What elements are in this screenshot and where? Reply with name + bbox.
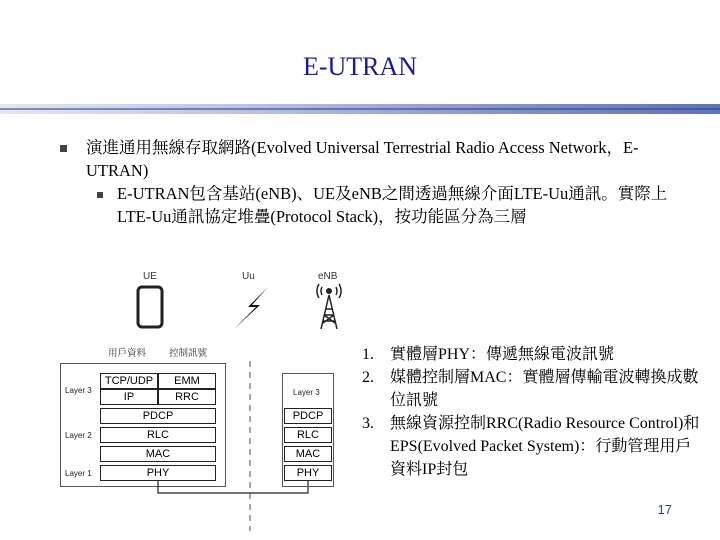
- antenna-tower-icon: [314, 283, 344, 331]
- control-signal-label: 控制訊號: [169, 348, 208, 359]
- list-item: 3. 無線資源控制RRC(Radio Resource Control)和EPS(Evolved Packet System)：行動管理用戶資料IP封包: [362, 415, 700, 478]
- phone-icon: [136, 285, 166, 331]
- lightning-icon: [230, 285, 274, 331]
- layer-description-list: [362, 343, 702, 481]
- user-data-label: 用戶資料: [108, 348, 147, 359]
- emm-block: EMM: [158, 373, 216, 389]
- ue-layer3-label: Layer 3: [65, 386, 92, 395]
- ip-block: IP: [100, 389, 158, 405]
- enb-phy-block: PHY: [284, 465, 332, 481]
- enb-pdcp-block: PDCP: [284, 408, 332, 424]
- ue-mac-block: MAC: [100, 446, 216, 462]
- uu-divider: [244, 361, 256, 531]
- page-number: 17: [657, 502, 672, 517]
- tcpudp-block: TCP/UDP: [100, 373, 158, 389]
- bullet-level1: 演進通用無線存取網路(Evolved Universal Terrestrial Radio Access Network，E-UTRAN): [86, 138, 639, 180]
- ue-phy-block: PHY: [100, 465, 216, 481]
- enb-rlc-block: RLC: [284, 427, 332, 443]
- list-item: 1. 實體層PHY：傳遞無線電波訊號: [362, 346, 615, 363]
- slide-title: E-UTRAN: [302, 52, 418, 81]
- ue-layer1-label: Layer 1: [65, 469, 92, 478]
- ue-rlc-block: RLC: [100, 427, 216, 443]
- bullet-marker-2: [97, 192, 103, 198]
- ue-pdcp-block: PDCP: [100, 408, 216, 424]
- bullet-level2: E-UTRAN包含基站(eNB)、UE及eNB之間透過無線介面LTE-Uu通訊。實際上LTE-Uu通訊協定堆疊(Protocol Stack)，按功能區分為三層: [117, 184, 668, 226]
- uu-label: Uu: [242, 271, 255, 282]
- ue-label: UE: [143, 271, 157, 282]
- rrc-block: RRC: [158, 389, 216, 405]
- enb-layer3-label: Layer 3: [293, 388, 320, 397]
- enb-mac-block: MAC: [284, 446, 332, 462]
- list-item: 2. 媒體控制層MAC：實體層傳輸電波轉換成數位訊號: [362, 369, 699, 409]
- enb-label: eNB: [318, 271, 338, 282]
- title-divider: [0, 102, 720, 122]
- bullet-marker-1: [60, 145, 67, 152]
- ue-layer2-label: Layer 2: [65, 431, 92, 440]
